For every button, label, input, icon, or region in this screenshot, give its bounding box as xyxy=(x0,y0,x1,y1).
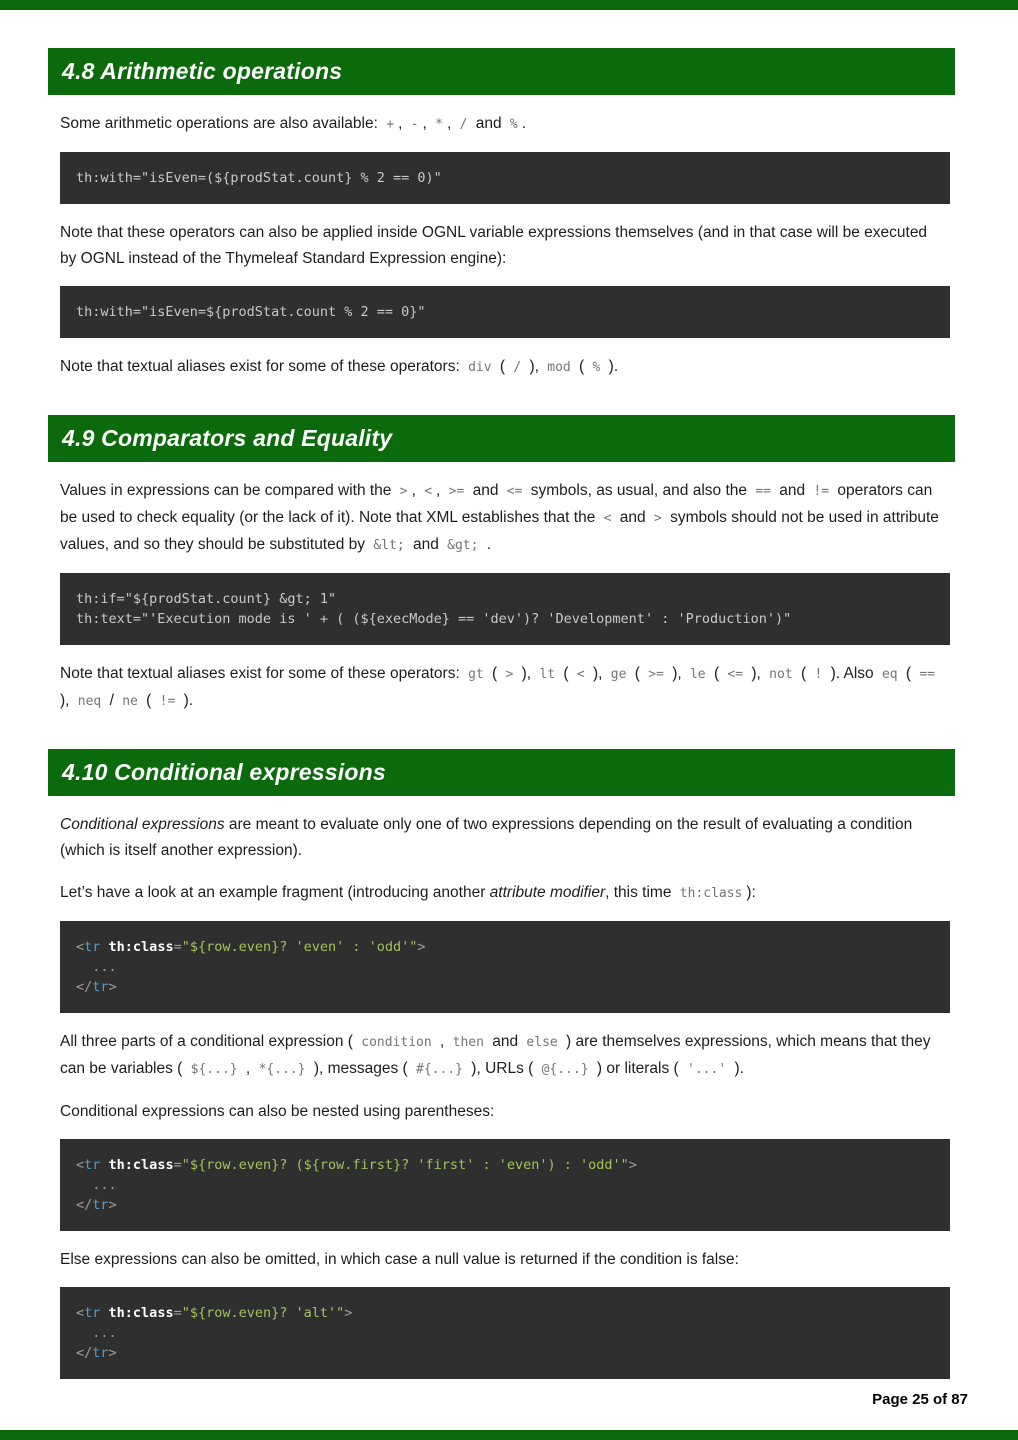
code-line: th:with="isEven=(${prodStat.count} % 2 == 0)" xyxy=(76,170,442,186)
text-segment: ( xyxy=(709,665,724,682)
code-line: </tr> xyxy=(76,1197,117,1213)
text-segment: are meant to evaluate only one of two expressions depending on the result of evaluating a condition (which is itself another expression). xyxy=(60,816,913,859)
code-line: <tr th:class="${row.even}? 'alt'"> xyxy=(76,1305,353,1321)
text-segment: . xyxy=(482,536,492,553)
text-segment: ). xyxy=(179,692,194,709)
inline-code: eq xyxy=(881,667,898,682)
text-segment: , this time xyxy=(605,884,676,901)
text-segment: ), xyxy=(747,665,766,682)
inline-code: >= xyxy=(648,667,664,682)
text-segment: and xyxy=(487,1033,523,1050)
paragraph xyxy=(60,111,942,138)
inline-code: == xyxy=(755,484,771,499)
paragraph xyxy=(60,478,942,559)
code-line: ... xyxy=(76,1325,117,1341)
inline-code: gt xyxy=(468,667,484,682)
inline-code: neq xyxy=(77,694,102,709)
text-segment: and xyxy=(774,482,810,499)
text-segment: ), xyxy=(588,665,607,682)
inline-code: div xyxy=(468,360,492,375)
inline-code: mod xyxy=(547,360,571,375)
text-segment: ( xyxy=(630,665,645,682)
code-line: th:with="isEven=${prodStat.count % 2 == 0}" xyxy=(76,304,426,320)
text-segment: Let’s have a look at an example fragment (introducing another xyxy=(60,884,490,901)
text-segment: ( xyxy=(559,665,573,682)
text-segment: ( xyxy=(487,665,502,682)
inline-code: > xyxy=(653,511,662,526)
text-segment: ). xyxy=(730,1060,744,1077)
text-segment: ( xyxy=(901,665,916,682)
inline-code: * xyxy=(435,117,443,132)
inline-code: not xyxy=(769,667,793,682)
text-segment: ( xyxy=(796,665,811,682)
text-segment: Note that these operators can also be applied inside OGNL variable expressions themselves (and in that case will be executed by OGNL instead of the Thymeleaf Standard Expression engine): xyxy=(60,224,928,267)
code-block xyxy=(60,1287,950,1379)
inline-code: / xyxy=(513,360,522,375)
inline-code: > xyxy=(505,667,514,682)
inline-code: >= xyxy=(448,484,465,499)
text-segment: . xyxy=(521,115,527,132)
inline-code: % xyxy=(592,360,601,375)
paragraph xyxy=(60,354,942,381)
section-heading: 4.9 Comparators and Equality xyxy=(48,415,955,462)
text-segment: , xyxy=(411,482,421,499)
text-segment: ): xyxy=(746,884,756,901)
text-segment: and xyxy=(471,115,506,132)
text-segment: Values in expressions can be compared with the xyxy=(60,482,396,499)
code-block xyxy=(60,573,950,645)
inline-code: th:class xyxy=(679,886,743,901)
inline-code: then xyxy=(452,1035,484,1050)
inline-code: ${...} xyxy=(190,1062,238,1077)
text-segment: , xyxy=(436,482,445,499)
text-segment: Else expressions can also be omitted, in which case a null value is returned if the condition is false: xyxy=(60,1251,739,1268)
inline-code: < xyxy=(576,667,585,682)
inline-code: *{...} xyxy=(258,1062,306,1077)
inline-code: '...' xyxy=(687,1062,727,1077)
inline-code: &gt; xyxy=(447,538,479,553)
code-block xyxy=(60,1139,950,1231)
text-segment: Conditional expressions can also be nested using parentheses: xyxy=(60,1103,495,1120)
inline-code: &lt; xyxy=(373,538,405,553)
text-segment: and xyxy=(615,509,650,526)
code-line: <tr th:class="${row.even}? (${row.first}? 'first' : 'even') : 'odd'"> xyxy=(76,1157,637,1173)
code-block xyxy=(60,286,950,338)
text-segment: , xyxy=(398,115,407,132)
text-segment: ( xyxy=(574,358,589,375)
section-heading: 4.8 Arithmetic operations xyxy=(48,48,955,95)
text-segment: ), xyxy=(60,692,74,709)
inline-code: @{...} xyxy=(541,1062,589,1077)
inline-code: else xyxy=(526,1035,558,1050)
inline-code: + xyxy=(386,117,395,132)
paragraph xyxy=(60,1029,942,1083)
page-number: Page 25 of 87 xyxy=(872,1391,968,1408)
paragraph xyxy=(60,1247,942,1273)
inline-code: ne xyxy=(122,694,138,709)
code-line: </tr> xyxy=(76,979,117,995)
inline-code: / xyxy=(459,117,468,132)
text-segment: ), xyxy=(525,358,544,375)
text-segment: operators can be used to check equality (or the lack of it). Note that XML establishes that the xyxy=(60,482,933,526)
code-line: ... xyxy=(76,1177,117,1193)
text-segment: ( xyxy=(495,358,510,375)
code-line: ... xyxy=(76,959,117,975)
paragraph xyxy=(60,220,942,272)
inline-code: != xyxy=(159,694,176,709)
paragraph xyxy=(60,1099,942,1125)
text-segment: , xyxy=(446,115,456,132)
text-segment: ), xyxy=(517,665,536,682)
text-segment: and xyxy=(408,536,444,553)
text-segment: Note that textual aliases exist for some of these operators: xyxy=(60,665,465,682)
inline-code: lt xyxy=(539,667,556,682)
inline-code: - xyxy=(410,117,419,132)
text-segment: Conditional expressions xyxy=(60,816,225,833)
paragraph xyxy=(60,661,942,715)
text-segment: / xyxy=(105,692,119,709)
text-segment: All three parts of a conditional expression ( xyxy=(60,1033,358,1050)
paragraph xyxy=(60,812,942,864)
text-segment: , xyxy=(435,1033,449,1050)
inline-code: <= xyxy=(506,484,523,499)
inline-code: <= xyxy=(727,667,744,682)
paragraph xyxy=(60,880,942,907)
code-line: th:text="'Execution mode is ' + ( (${execMode} == 'dev')? 'Development' : 'Production')" xyxy=(76,611,792,627)
inline-code: > xyxy=(399,484,408,499)
code-line: th:if="${prodStat.count} &gt; 1" xyxy=(76,591,337,607)
text-segment: attribute modifier xyxy=(489,884,606,901)
text-segment: ), xyxy=(667,665,686,682)
inline-code: < xyxy=(603,511,612,526)
text-segment: ). Also xyxy=(826,665,878,682)
code-block xyxy=(60,152,950,204)
section-heading: 4.10 Conditional expressions xyxy=(48,749,955,796)
bottom-edge-bar xyxy=(0,1430,1018,1440)
inline-code: le xyxy=(689,667,706,682)
text-segment: Note that textual aliases exist for some of these operators: xyxy=(60,358,465,375)
inline-code: ge xyxy=(610,667,627,682)
text-segment: , xyxy=(241,1060,255,1077)
text-segment: ( xyxy=(141,692,156,709)
inline-code: #{...} xyxy=(416,1062,463,1077)
text-segment: symbols should not be used in attribute values, and so they should be substituted by xyxy=(60,509,939,553)
code-line: <tr th:class="${row.even}? 'even' : 'odd'"> xyxy=(76,939,426,955)
text-segment: and xyxy=(468,482,503,499)
code-line: </tr> xyxy=(76,1345,117,1361)
text-segment: , xyxy=(422,115,432,132)
inline-code: != xyxy=(813,484,830,499)
text-segment: ), messages ( xyxy=(309,1060,413,1077)
code-block xyxy=(60,921,950,1013)
text-segment: ). xyxy=(604,358,619,375)
text-segment: ) are themselves expressions, which means that they can be variables ( xyxy=(60,1033,931,1077)
text-segment: Some arithmetic operations are also available: xyxy=(60,115,383,132)
inline-code: condition xyxy=(361,1035,432,1050)
text-segment: symbols, as usual, and also the xyxy=(526,482,752,499)
text-segment: ), URLs ( xyxy=(466,1060,538,1077)
text-segment: ) or literals ( xyxy=(592,1060,684,1077)
inline-code: % xyxy=(509,117,518,132)
inline-code: == xyxy=(919,667,936,682)
inline-code: < xyxy=(424,484,433,499)
inline-code: ! xyxy=(814,667,823,682)
